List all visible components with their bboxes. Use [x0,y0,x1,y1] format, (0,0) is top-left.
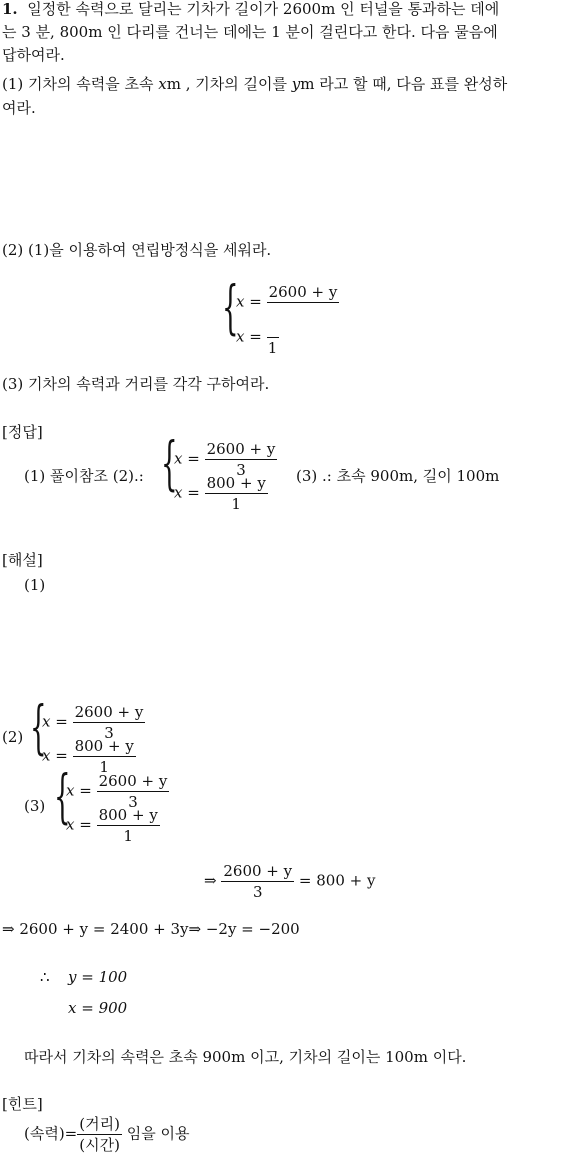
subquestion-2: (2) (1)을 이용하여 연립방정식을 세워라. [2,241,272,259]
a-eq2-den: 1 [231,495,241,513]
therefore-symbol: ∴ [40,968,50,986]
s2-eq2-lhs: x = [42,746,68,765]
a-eq2-num: 800 + y [206,474,266,492]
answer-brace: { [161,429,178,497]
step1-num: 2600 + y [223,862,293,880]
s2-eq2-den: 1 [99,758,109,776]
a-eq1-lhs: x = [174,449,200,468]
x-result: x = 900 [68,999,128,1017]
subquestion-3: (3) 기차의 속력과 거리를 각각 구하여라. [2,375,270,393]
a-eq1-den: 3 [236,461,246,479]
problem-number: 1. [2,0,18,18]
q-eq2-fraction [267,318,279,357]
s3-eq1-lhs: x = [66,781,92,800]
solution-item-2-label: (2) [2,728,24,746]
implies-arrow: ⇒ [204,871,217,890]
s2-eq2-fraction [73,737,136,776]
solution-3-brace: { [54,762,71,830]
answer-part-1-2: (1) 풀이참조 (2).: [24,467,144,485]
s2-eq1-den: 3 [104,724,114,742]
hint-num: (거리) [79,1115,120,1133]
step1-den: 3 [252,883,263,901]
hint-tail: 임을 이용 [126,1124,190,1143]
s3-eq2-fraction [97,806,160,845]
subquestion-1-cont: 여라. [2,99,36,117]
step1-rhs: = 800 + y [298,871,376,890]
q-eq2-den: 1 [267,339,278,357]
problem-text-1: 일정한 속력으로 달리는 기차가 길이가 2600m 인 터널을 통과하는 데에 [27,0,500,18]
s2-eq1-lhs: x = [42,712,68,731]
sub1-text-b: m , 기차의 길이를 [166,75,292,93]
solution-item-3-label: (3) [24,797,46,815]
y-result: y = 100 [68,968,128,986]
a-eq2-lhs: x = [174,483,200,502]
s2-eq2-num: 800 + y [74,737,134,755]
s3-eq1-den: 3 [128,793,138,811]
system-brace: { [222,273,239,341]
hint-header: [힌트] [2,1095,43,1113]
q-eq1-num: 2600 + y [268,283,338,301]
hint-den: (시간) [79,1136,120,1154]
problem-line-3: 답하여라. [2,46,65,64]
q-eq1-lhs: x = [236,292,262,311]
solution-item-1: (1) [24,576,46,594]
s3-eq2-den: 1 [123,827,133,845]
a-eq2-fraction [205,474,268,513]
hint-fraction [77,1115,122,1154]
sub1-text-c: m 라고 할 때, 다음 표를 완성하 [300,75,508,93]
sub1-text-a: (1) 기차의 속력을 초속 [2,75,159,93]
q-eq2-lhs: x = [236,327,262,346]
answer-part-3: (3) .: 초속 900m, 길이 100m [296,467,500,485]
solution-conclusion: 따라서 기차의 속력은 초속 900m 이고, 기차의 길이는 100m 이다. [24,1048,467,1066]
solution-step-2: ⇒ 2600 + y = 2400 + 3y⇒ −2y = −200 [2,920,300,938]
solution-3-eq-2 [66,806,160,845]
s3-eq1-num: 2600 + y [98,772,168,790]
hint-formula [24,1115,189,1154]
sub1-var-y: y [291,75,301,93]
question-eq-1 [236,283,339,322]
solution-2-brace: { [30,693,47,761]
solution-header: [해설] [2,551,43,569]
q-eq2-num [267,318,279,338]
step1-fraction [221,862,294,901]
subquestion-1 [2,73,572,96]
a-eq1-num: 2600 + y [206,440,276,458]
s2-eq1-num: 2600 + y [74,703,144,721]
hint-lhs: (속력)= [24,1124,78,1143]
s3-eq2-lhs: x = [66,815,92,834]
s3-eq2-num: 800 + y [98,806,158,824]
problem-line-2: 는 3 분, 800m 인 다리를 건너는 데에는 1 분이 걸린다고 한다. 다음 물음에 [2,23,498,41]
answer-eq-2 [174,474,268,513]
solution-step-1 [204,862,375,901]
sub1-var-x: x [158,75,167,93]
problem-line-1 [2,0,572,21]
question-eq-2 [236,318,279,357]
answer-header: [정답] [2,423,43,441]
q-eq1-fraction [267,283,340,322]
